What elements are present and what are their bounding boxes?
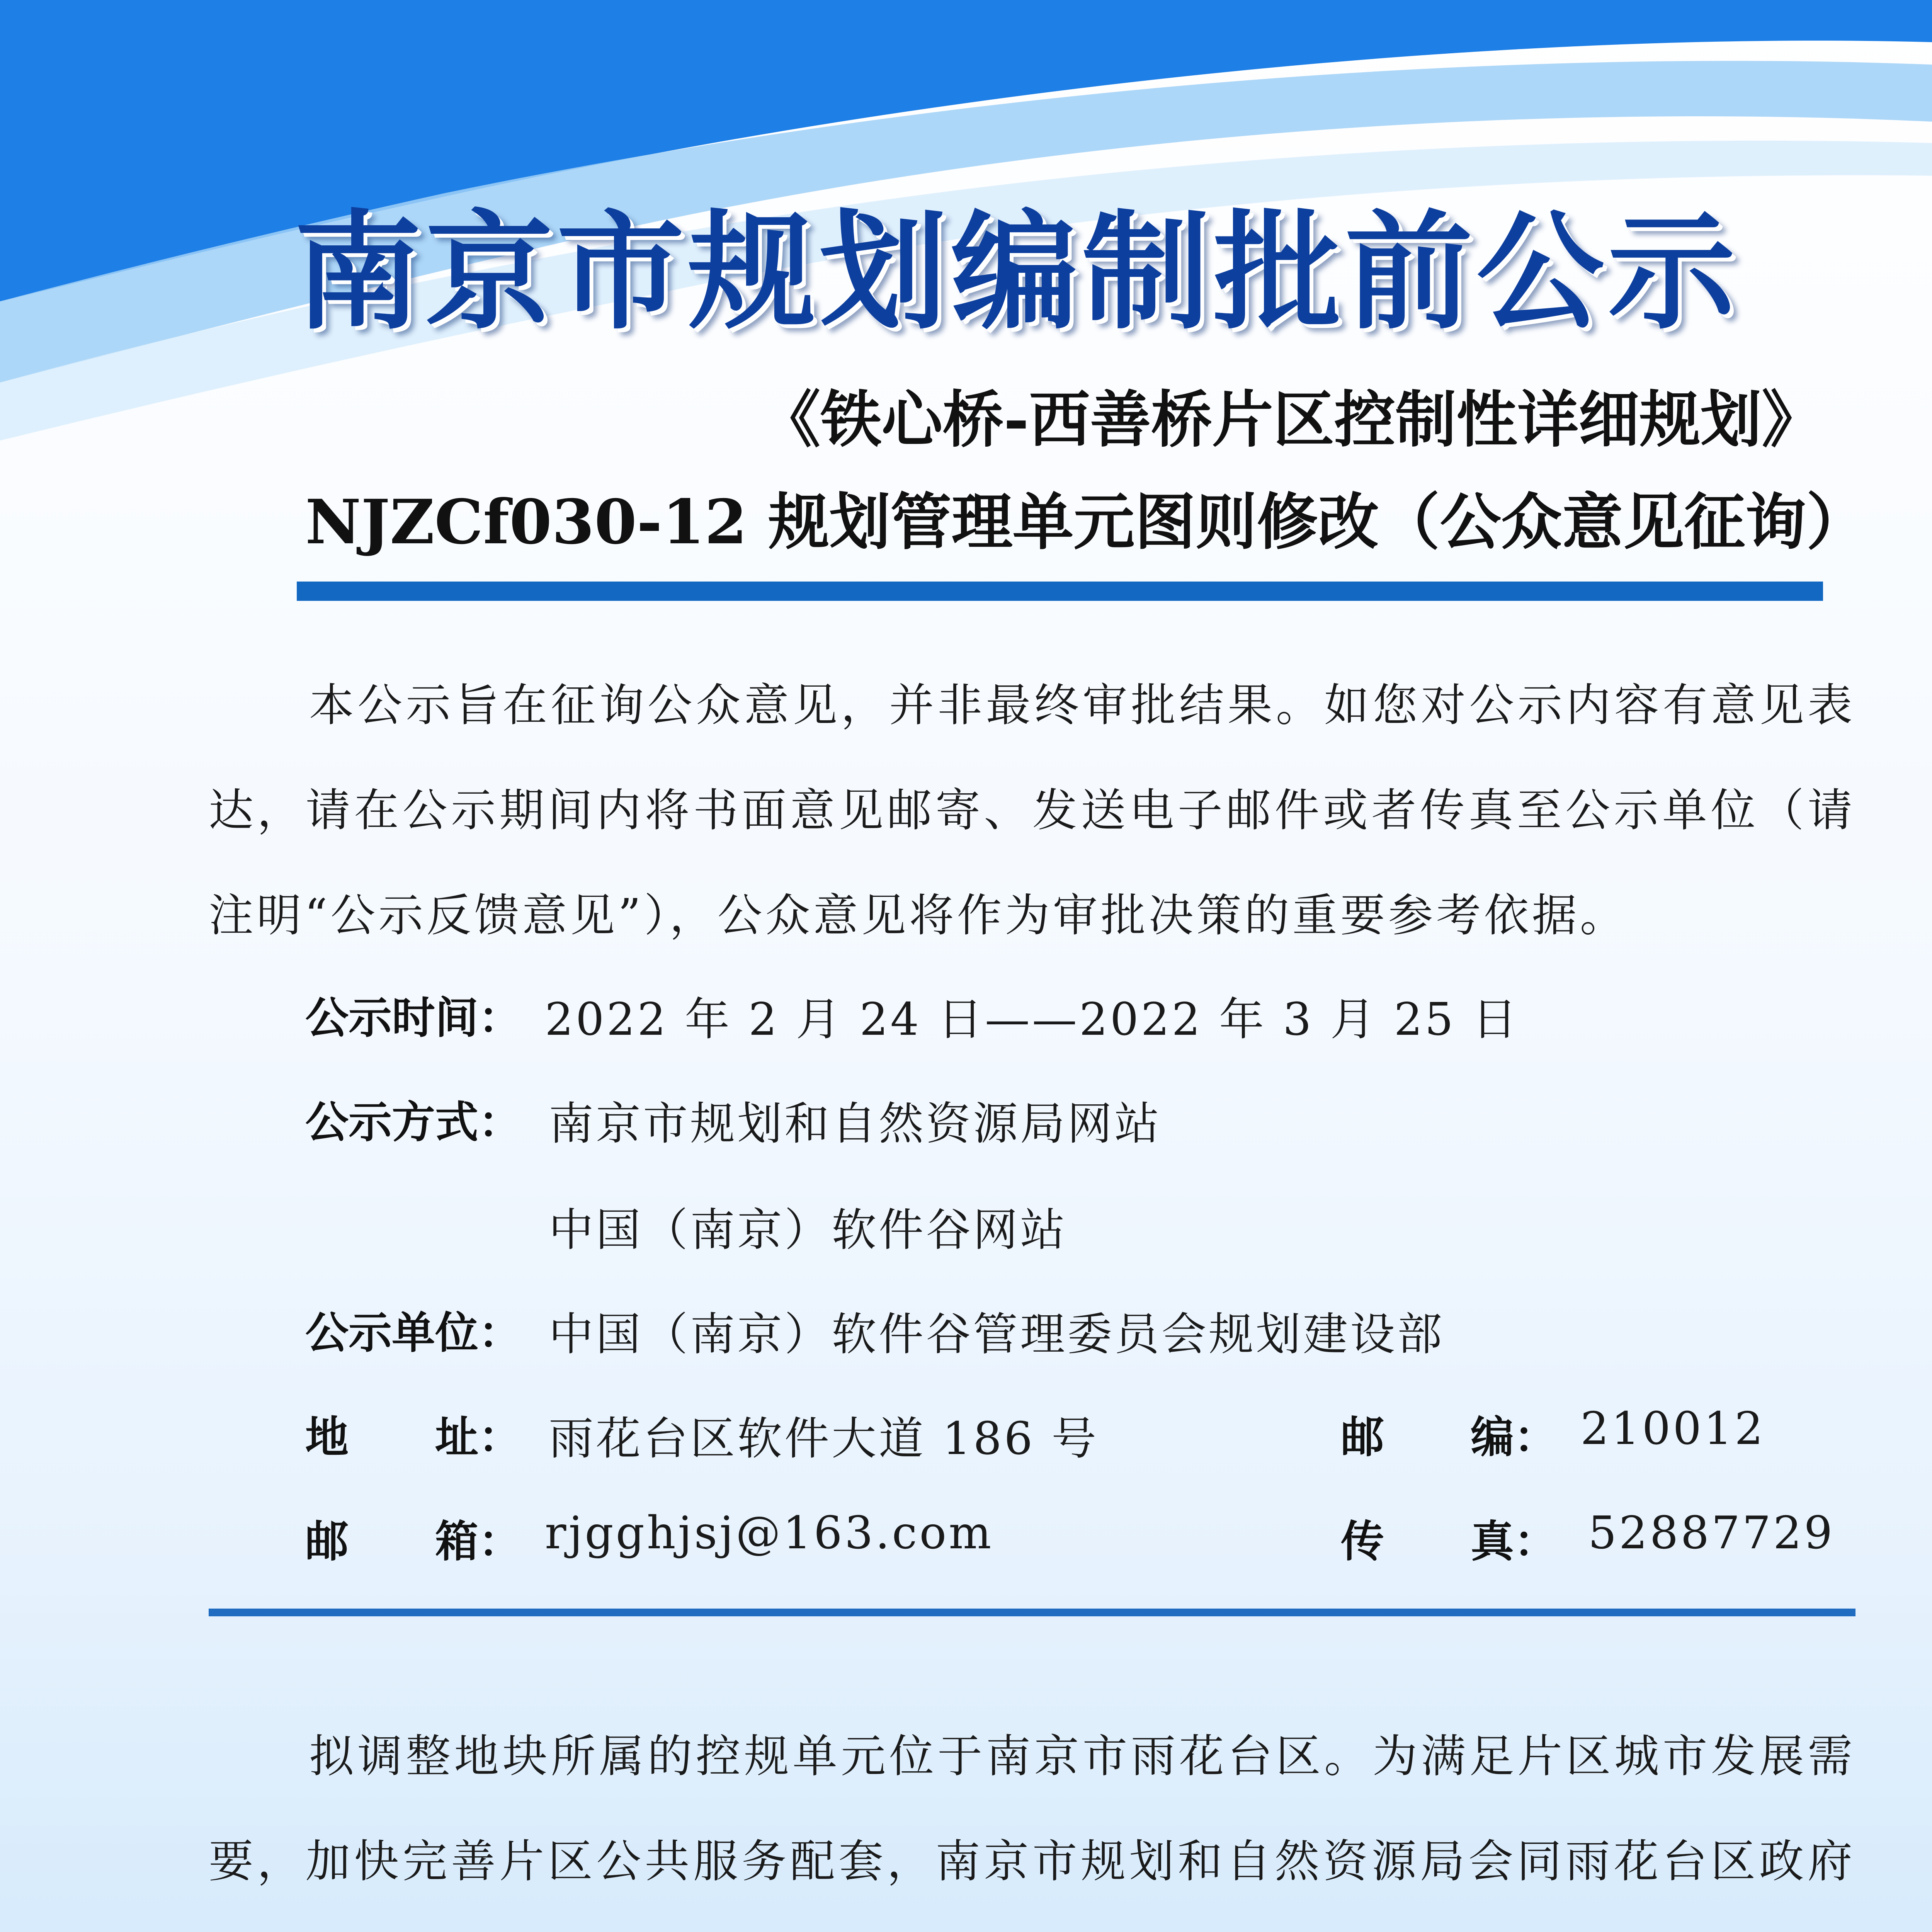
header-divider — [297, 582, 1823, 601]
postcode-value: 210012 — [1580, 1403, 1765, 1455]
postcode-label: 邮 编： — [1341, 1412, 1557, 1463]
time-label: 公示时间： — [305, 993, 522, 1043]
address-value: 雨花台区软件大道 186 号 — [549, 1413, 1099, 1465]
unit-label: 公示单位： — [305, 1308, 522, 1358]
unit-value: 中国（南京）软件谷管理委员会规划建设部 — [549, 1308, 1444, 1361]
subtitle-plan-unit: NJZCf030-12 规划管理单元图则修改（公众意见征询） — [305, 486, 1867, 558]
method-label: 公示方式： — [305, 1097, 522, 1148]
intro-paragraph: 本公示旨在征询公众意见，并非最终审批结果。如您对公示内容有意见表达，请在公示期间内将书面意见邮寄、发送电子邮件或者传真至公示单位（请注明“公示反馈意见”），公众意见将作为审批决策的重要参考依据。 — [209, 679, 1855, 942]
email-value: rjgghjsj@163.com — [545, 1507, 994, 1559]
body-paragraph-1: 拟调整地块所属的控规单元位于南京市雨花台区。为满足片区城市发展需要，加快完善片区公共服务配套，南京市规划和自然资源局会同雨花台区政府 — [209, 1730, 1855, 1888]
subtitle-plan-name: 《铁心桥-西善桥片区控制性详细规划》 — [759, 384, 1823, 456]
address-label: 地 址： — [305, 1412, 522, 1463]
fax-label: 传 真： — [1341, 1517, 1557, 1567]
fax-value: 52887729 — [1588, 1507, 1835, 1559]
time-value: 2022 年 2 月 24 日——2022 年 3 月 25 日 — [545, 993, 1519, 1046]
email-label: 邮 箱： — [305, 1517, 522, 1567]
main-title: 南京市规划编制批前公示 — [294, 198, 1739, 347]
method-value-2: 中国（南京）软件谷网站 — [549, 1204, 1067, 1256]
method-value-1: 南京市规划和自然资源局网站 — [549, 1098, 1162, 1150]
section-divider — [209, 1609, 1855, 1616]
